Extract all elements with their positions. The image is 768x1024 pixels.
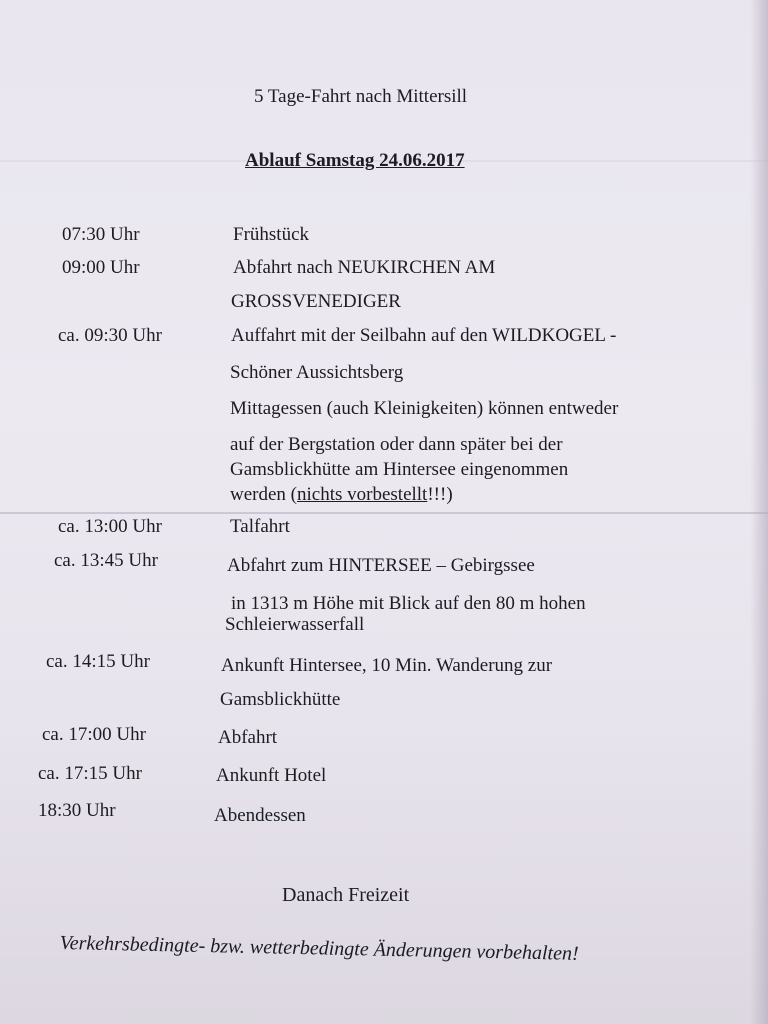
document-title: 5 Tage-Fahrt nach Mittersill xyxy=(254,86,468,107)
schedule-text: Gamsblickhütte am Hintersee eingenommen xyxy=(230,459,569,480)
schedule-text: auf der Bergstation oder dann später bei der xyxy=(230,434,563,455)
schedule-time: ca. 13:45 Uhr xyxy=(54,550,158,571)
schedule-text: Abfahrt xyxy=(218,727,278,748)
schedule-heading: Ablauf Samstag 24.06.2017 xyxy=(245,150,465,171)
schedule-text: Abfahrt zum HINTERSEE – Gebirgssee xyxy=(227,555,535,576)
schedule-text: Abfahrt nach NEUKIRCHEN AM xyxy=(233,257,496,278)
schedule-text: Frühstück xyxy=(233,224,309,245)
schedule-text-part: !!!) xyxy=(427,484,453,505)
schedule-text: Schleierwasserfall xyxy=(225,614,365,635)
schedule-time: 07:30 Uhr xyxy=(62,224,140,245)
schedule-text: Ankunft Hintersee, 10 Min. Wanderung zur xyxy=(221,655,553,676)
schedule-text: Abendessen xyxy=(214,805,306,826)
footer-disclaimer: Verkehrsbedingte- bzw. wetterbedingte Änderungen vorbehalten! xyxy=(59,932,579,965)
schedule-time: ca. 09:30 Uhr xyxy=(58,325,162,346)
schedule-text: Ankunft Hotel xyxy=(216,765,327,786)
schedule-time: ca. 17:00 Uhr xyxy=(42,724,146,745)
schedule-time: ca. 17:15 Uhr xyxy=(38,763,142,784)
schedule-text: Talfahrt xyxy=(230,516,290,537)
schedule-text: Mittagessen (auch Kleinigkeiten) können entweder xyxy=(230,398,619,419)
schedule-text-part: werden ( xyxy=(230,484,297,505)
schedule-time: 09:00 Uhr xyxy=(62,257,140,278)
schedule-text xyxy=(230,484,453,506)
paper-edge-shadow xyxy=(750,0,768,1024)
schedule-text: GROSSVENEDIGER xyxy=(231,291,401,312)
closing-note: Danach Freizeit xyxy=(282,884,410,906)
paper-fold xyxy=(0,512,768,514)
schedule-time: ca. 14:15 Uhr xyxy=(46,651,150,672)
schedule-time: 18:30 Uhr xyxy=(38,800,116,821)
schedule-text: in 1313 m Höhe mit Blick auf den 80 m hohen xyxy=(231,593,586,614)
schedule-text-emphasis: nichts vorbestellt xyxy=(297,484,428,505)
schedule-text: Auffahrt mit der Seilbahn auf den WILDKOGEL - xyxy=(231,325,617,346)
schedule-time: ca. 13:00 Uhr xyxy=(58,516,162,537)
schedule-text: Gamsblickhütte xyxy=(220,689,341,710)
schedule-text: Schöner Aussichtsberg xyxy=(230,362,404,383)
